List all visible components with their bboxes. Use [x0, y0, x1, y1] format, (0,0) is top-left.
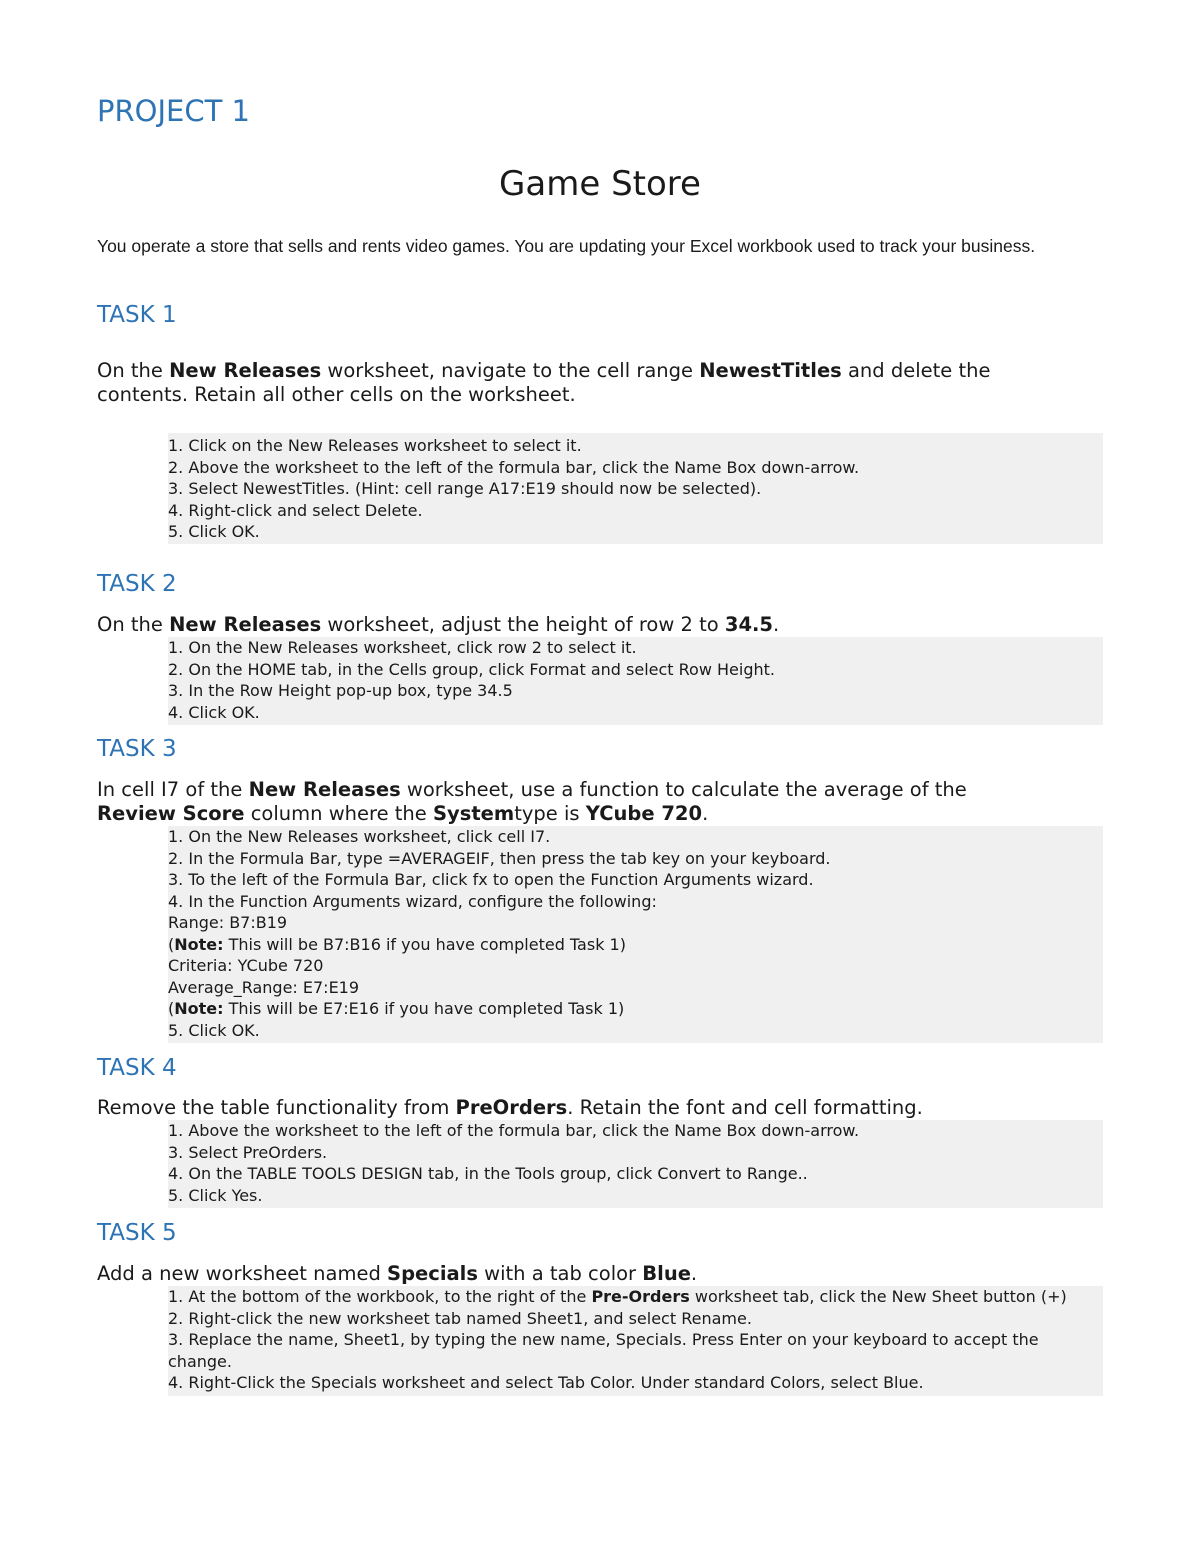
step-item: 4. On the TABLE TOOLS DESIGN tab, in the Tools group, click Convert to Range..	[168, 1164, 808, 1183]
step-item: 2. Right-click the new worksheet tab named Sheet1, and select Rename.	[168, 1308, 752, 1328]
step-item: 5. Click OK.	[168, 1020, 260, 1040]
step-item: 3. To the left of the Formula Bar, click fx to open the Function Arguments wizard.	[168, 870, 814, 889]
document-title: Game Store	[499, 164, 701, 204]
note-line: (Note: This will be E7:E16 if you have completed Task 1)	[168, 999, 625, 1018]
step-item: 1. At the bottom of the workbook, to the right of the Pre-Orders worksheet tab, click the New Sheet button (+)	[168, 1287, 1067, 1306]
project-heading: PROJECT 1	[97, 94, 250, 128]
step-item: 4. Click OK.	[168, 702, 260, 722]
step-item: 4. Right-click and select Delete.	[168, 500, 423, 520]
step-item: 2. In the Formula Bar, type =AVERAGEIF, then press the tab key on your keyboard.	[168, 848, 831, 868]
step-item: Range: B7:B19	[168, 913, 288, 932]
task-1-description: On the New Releases worksheet, navigate to the cell range NewestTitles and delete the contents. Retain all other cells on the worksheet.	[97, 359, 991, 406]
task-2-description: On the New Releases worksheet, adjust the height of row 2 to 34.5.	[97, 613, 780, 636]
step-item: 4. Right-Click the Specials worksheet and select Tab Color. Under standard Colors, select Blue.	[168, 1373, 924, 1392]
step-item: 2. Above the worksheet to the left of the formula bar, click the Name Box down-arrow.	[168, 457, 860, 477]
step-item: 5. Click Yes.	[168, 1185, 263, 1205]
step-item: 1. On the New Releases worksheet, click cell I7.	[168, 827, 551, 846]
step-item: 3. In the Row Height pop-up box, type 34.5	[168, 681, 513, 700]
task-5-steps	[168, 1286, 1103, 1396]
note-line: (Note: This will be B7:B16 if you have completed Task 1)	[168, 934, 626, 954]
task-5-heading: TASK 5	[97, 1220, 177, 1246]
task-2-steps	[168, 637, 1103, 725]
task-2-heading: TASK 2	[97, 571, 177, 597]
intro-paragraph: You operate a store that sells and rents video games. You are updating your Excel workbook used to track your business.	[97, 236, 1036, 256]
task-1-heading: TASK 1	[97, 302, 177, 328]
task-3-description: In cell I7 of the New Releases worksheet, use a function to calculate the average of the Review Score column where the Systemtype is YCube 720.	[97, 778, 967, 825]
task-1-steps	[168, 433, 1103, 544]
step-item: 1. On the New Releases worksheet, click row 2 to select it.	[168, 638, 637, 657]
step-item: 1. Click on the New Releases worksheet to select it.	[168, 436, 582, 455]
step-item: 3. Select NewestTitles. (Hint: cell range A17:E19 should now be selected).	[168, 479, 762, 498]
task-3-steps	[168, 826, 1103, 1043]
task-4-heading: TASK 4	[97, 1055, 177, 1081]
step-item: Criteria: YCube 720	[168, 956, 324, 975]
task-3-heading: TASK 3	[97, 736, 177, 762]
task-4-steps	[168, 1120, 1103, 1208]
step-item: Average_Range: E7:E19	[168, 977, 360, 997]
task-4-description: Remove the table functionality from PreOrders. Retain the font and cell formatting.	[97, 1096, 923, 1119]
step-item: 3. Select PreOrders.	[168, 1142, 328, 1162]
task-5-description: Add a new worksheet named Specials with a tab color Blue.	[97, 1262, 698, 1285]
step-item: 2. On the HOME tab, in the Cells group, click Format and select Row Height.	[168, 659, 775, 679]
step-item: 3. Replace the name, Sheet1, by typing the new name, Specials. Press Enter on your keyboard to accept the change.	[168, 1330, 1039, 1371]
step-item: 1. Above the worksheet to the left of the formula bar, click the Name Box down-arrow.	[168, 1121, 860, 1140]
step-item: 4. In the Function Arguments wizard, configure the following:	[168, 891, 657, 911]
step-item: 5. Click OK.	[168, 522, 260, 541]
